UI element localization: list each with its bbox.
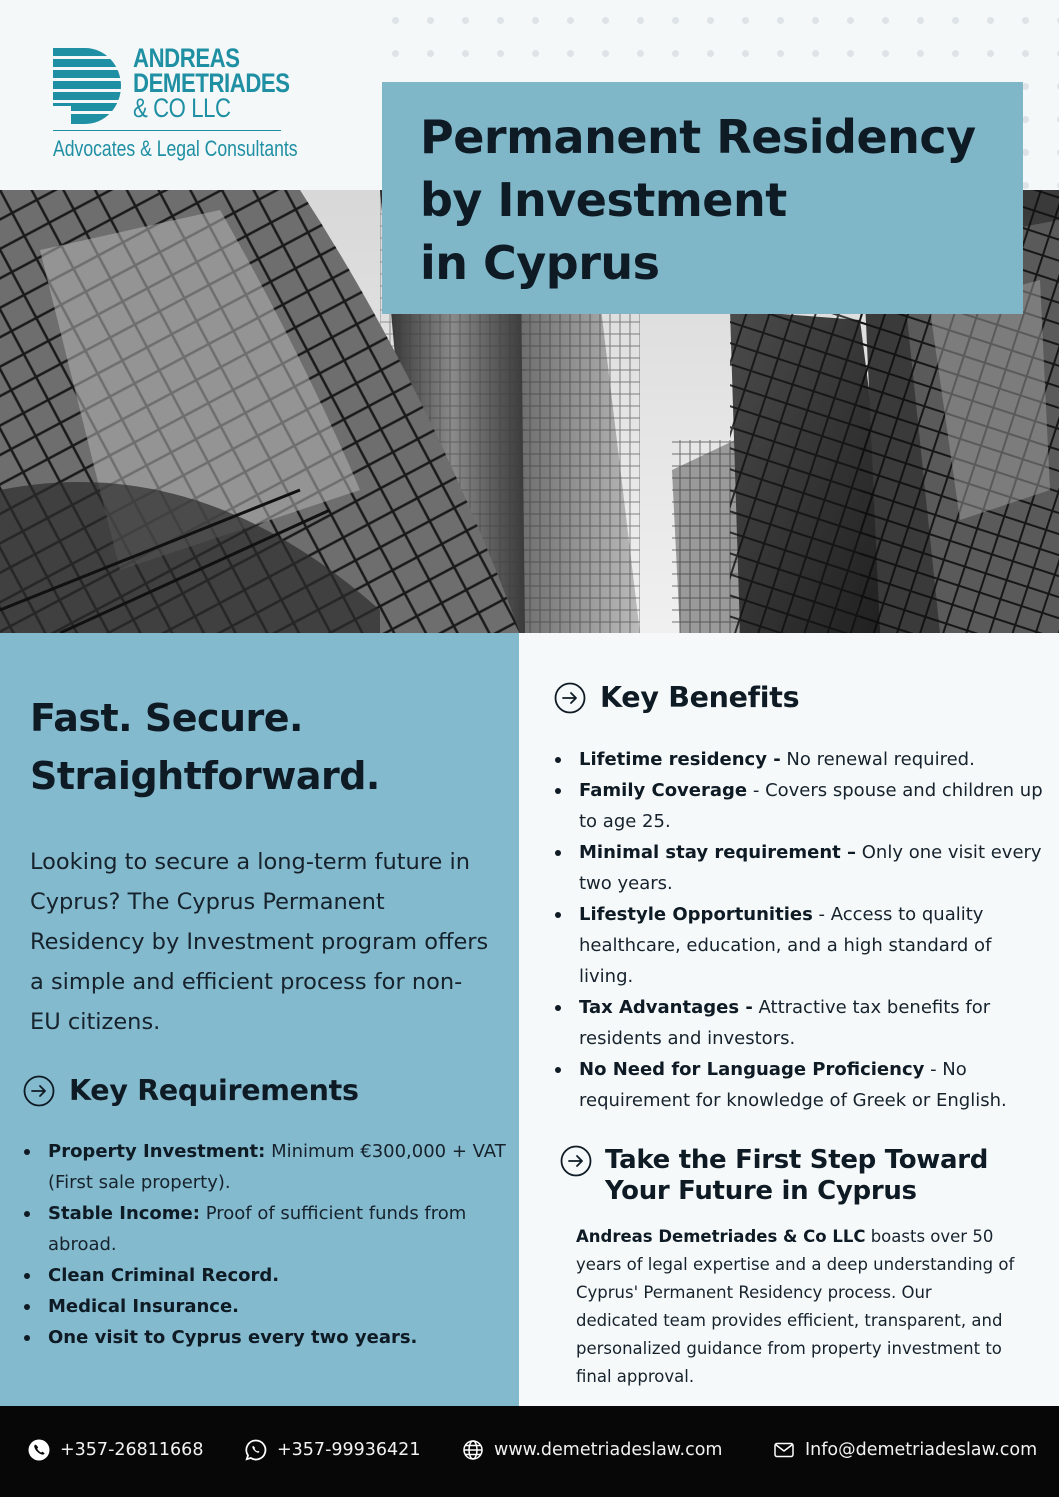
item-text: Attractive tax benefits for residents and investors. xyxy=(579,997,991,1049)
item-bold: One visit to Cyprus every two years. xyxy=(48,1327,418,1348)
item-bold: Tax Advantages - xyxy=(579,997,753,1018)
logo-line-3: & CO LLC xyxy=(133,93,231,123)
tagline-heading: Fast. Secure. Straightforward. xyxy=(30,696,380,798)
list-item xyxy=(22,1260,512,1291)
requirements-list xyxy=(22,1136,512,1353)
item-text: No renewal required. xyxy=(780,749,975,770)
email-link: Info@demetriadeslaw.com xyxy=(805,1440,1038,1460)
item-text: Minimum €300,000 + VAT (First sale property). xyxy=(48,1141,506,1193)
page-title: Permanent Residency by Investment in Cyprus xyxy=(420,110,976,290)
logo-divider xyxy=(53,130,281,131)
title-box xyxy=(382,82,1023,314)
list-item xyxy=(22,1198,512,1260)
phone-icon xyxy=(28,1439,50,1461)
circle-arrow-icon xyxy=(560,1145,592,1177)
item-text: - Access to quality healthcare, education, and a high standard of living. xyxy=(579,904,992,987)
circle-arrow-icon xyxy=(554,682,586,714)
list-item xyxy=(553,1054,1043,1116)
requirements-title: Key Requirements xyxy=(69,1074,359,1107)
cta-paragraph xyxy=(576,1223,1016,1391)
left-panel xyxy=(0,633,519,1406)
list-item xyxy=(553,775,1043,837)
item-text: Proof of sufficient funds from abroad. xyxy=(48,1203,467,1255)
cta-title: Take the First Step Toward Your Future in Cyprus xyxy=(605,1145,989,1206)
list-item xyxy=(553,899,1043,992)
item-text: - Covers spouse and children up to age 25. xyxy=(579,780,1043,832)
header-left xyxy=(0,0,380,190)
list-item xyxy=(553,744,1043,775)
cta-body: boasts over 50 years of legal expertise and a deep understanding of Cyprus' Permanent Residency process. Our dedicated team provides efficient, transparent, and personalized guidance from property investment to final approval. xyxy=(576,1227,1015,1386)
footer-phone[interactable] xyxy=(28,1439,203,1461)
mail-icon xyxy=(773,1439,795,1461)
item-text: - No requirement for knowledge of Greek or English. xyxy=(579,1059,1007,1111)
logo-mark-icon xyxy=(53,48,123,124)
benefits-title: Key Benefits xyxy=(600,681,800,714)
logo-name xyxy=(133,43,290,123)
globe-icon xyxy=(462,1439,484,1461)
footer xyxy=(0,1406,1059,1497)
item-bold: Stable Income: xyxy=(48,1203,200,1224)
list-item xyxy=(553,992,1043,1054)
list-item xyxy=(22,1322,512,1353)
item-bold: No Need for Language Proficiency xyxy=(579,1059,925,1080)
company-logo xyxy=(53,43,298,166)
requirements-heading xyxy=(23,1074,359,1107)
phone-number: +357-26811668 xyxy=(60,1440,204,1460)
website-link: www.demetriadeslaw.com xyxy=(494,1440,723,1460)
footer-whatsapp[interactable] xyxy=(245,1439,420,1461)
footer-email[interactable] xyxy=(773,1439,1037,1461)
item-bold: Property Investment: xyxy=(48,1141,266,1162)
item-bold: Lifetime residency - xyxy=(579,749,781,770)
logo-line-1: ANDREAS xyxy=(133,43,240,73)
benefits-heading xyxy=(554,681,799,714)
item-bold: Medical Insurance. xyxy=(48,1296,240,1317)
company-name: Andreas Demetriades & Co LLC xyxy=(576,1227,866,1246)
item-bold: Lifestyle Opportunities xyxy=(579,904,813,925)
logo-tagline: Advocates & Legal Consultants xyxy=(53,136,298,161)
whatsapp-icon xyxy=(245,1439,267,1461)
benefits-list xyxy=(553,744,1043,1116)
list-item xyxy=(22,1291,512,1322)
intro-paragraph: Looking to secure a long-term future in Cyprus? The Cyprus Permanent Residency by Investment program offers a simple and efficient process for non-EU citizens. xyxy=(30,849,489,1035)
item-bold: Family Coverage xyxy=(579,780,748,801)
list-item xyxy=(553,837,1043,899)
item-bold: Clean Criminal Record. xyxy=(48,1265,280,1286)
list-item xyxy=(22,1136,512,1198)
whatsapp-number: +357-99936421 xyxy=(277,1440,421,1460)
item-text: Only one visit every two years. xyxy=(579,842,1042,894)
right-panel xyxy=(519,633,1059,1406)
cta-heading xyxy=(560,1145,988,1207)
logo-line-2: DEMETRIADES xyxy=(133,68,290,98)
footer-website[interactable] xyxy=(462,1439,722,1461)
circle-arrow-icon xyxy=(23,1075,55,1107)
item-bold: Minimal stay requirement – xyxy=(579,842,857,863)
